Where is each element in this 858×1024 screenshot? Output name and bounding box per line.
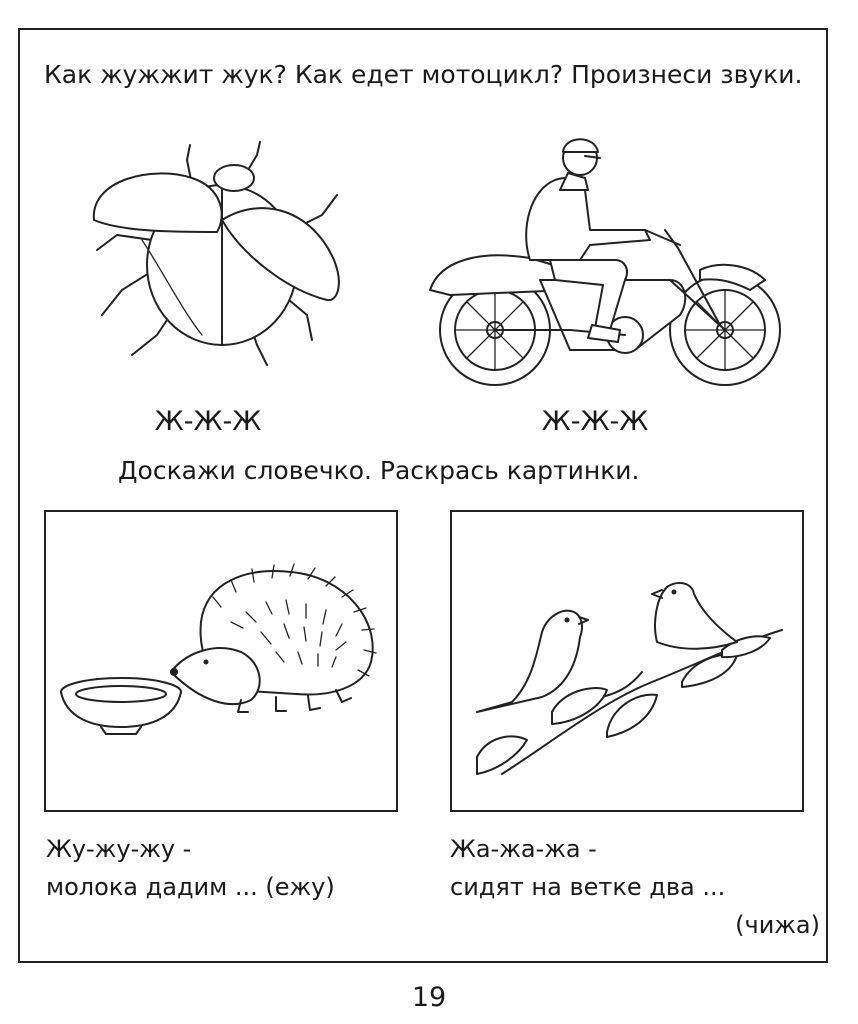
birds-picture-box <box>450 510 804 812</box>
instruction-sounds: Как жужжит жук? Как едет мотоцикл? Произнеси звуки. <box>44 60 803 89</box>
beetle-icon <box>82 140 352 380</box>
rhyme-hedgehog-line2: молока дадим ... (ежу) <box>46 873 335 901</box>
motorcycle-rider-icon <box>420 130 790 395</box>
rhyme-birds-line1: Жа-жа-жа - <box>450 835 597 863</box>
instruction-rhymes: Доскажи словечко. Раскрась картинки. <box>118 456 640 485</box>
motorcycle-sound-label: Ж-Ж-Ж <box>541 406 649 437</box>
rhyme-hedgehog <box>46 830 426 906</box>
hedgehog-icon <box>170 564 376 712</box>
beetle-sound-label: Ж-Ж-Ж <box>154 406 262 437</box>
hedgehog-picture-box <box>44 510 398 812</box>
page-number: 19 <box>411 982 447 1013</box>
rhyme-birds-line2: сидят на ветке два ... <box>450 873 726 901</box>
birds-on-branch-icon <box>452 512 802 810</box>
rhyme-birds <box>450 830 820 944</box>
rhyme-birds-answer: (чижа) <box>735 911 820 939</box>
rhyme-hedgehog-line1: Жу-жу-жу - <box>46 835 192 863</box>
saucer-icon <box>61 678 181 734</box>
